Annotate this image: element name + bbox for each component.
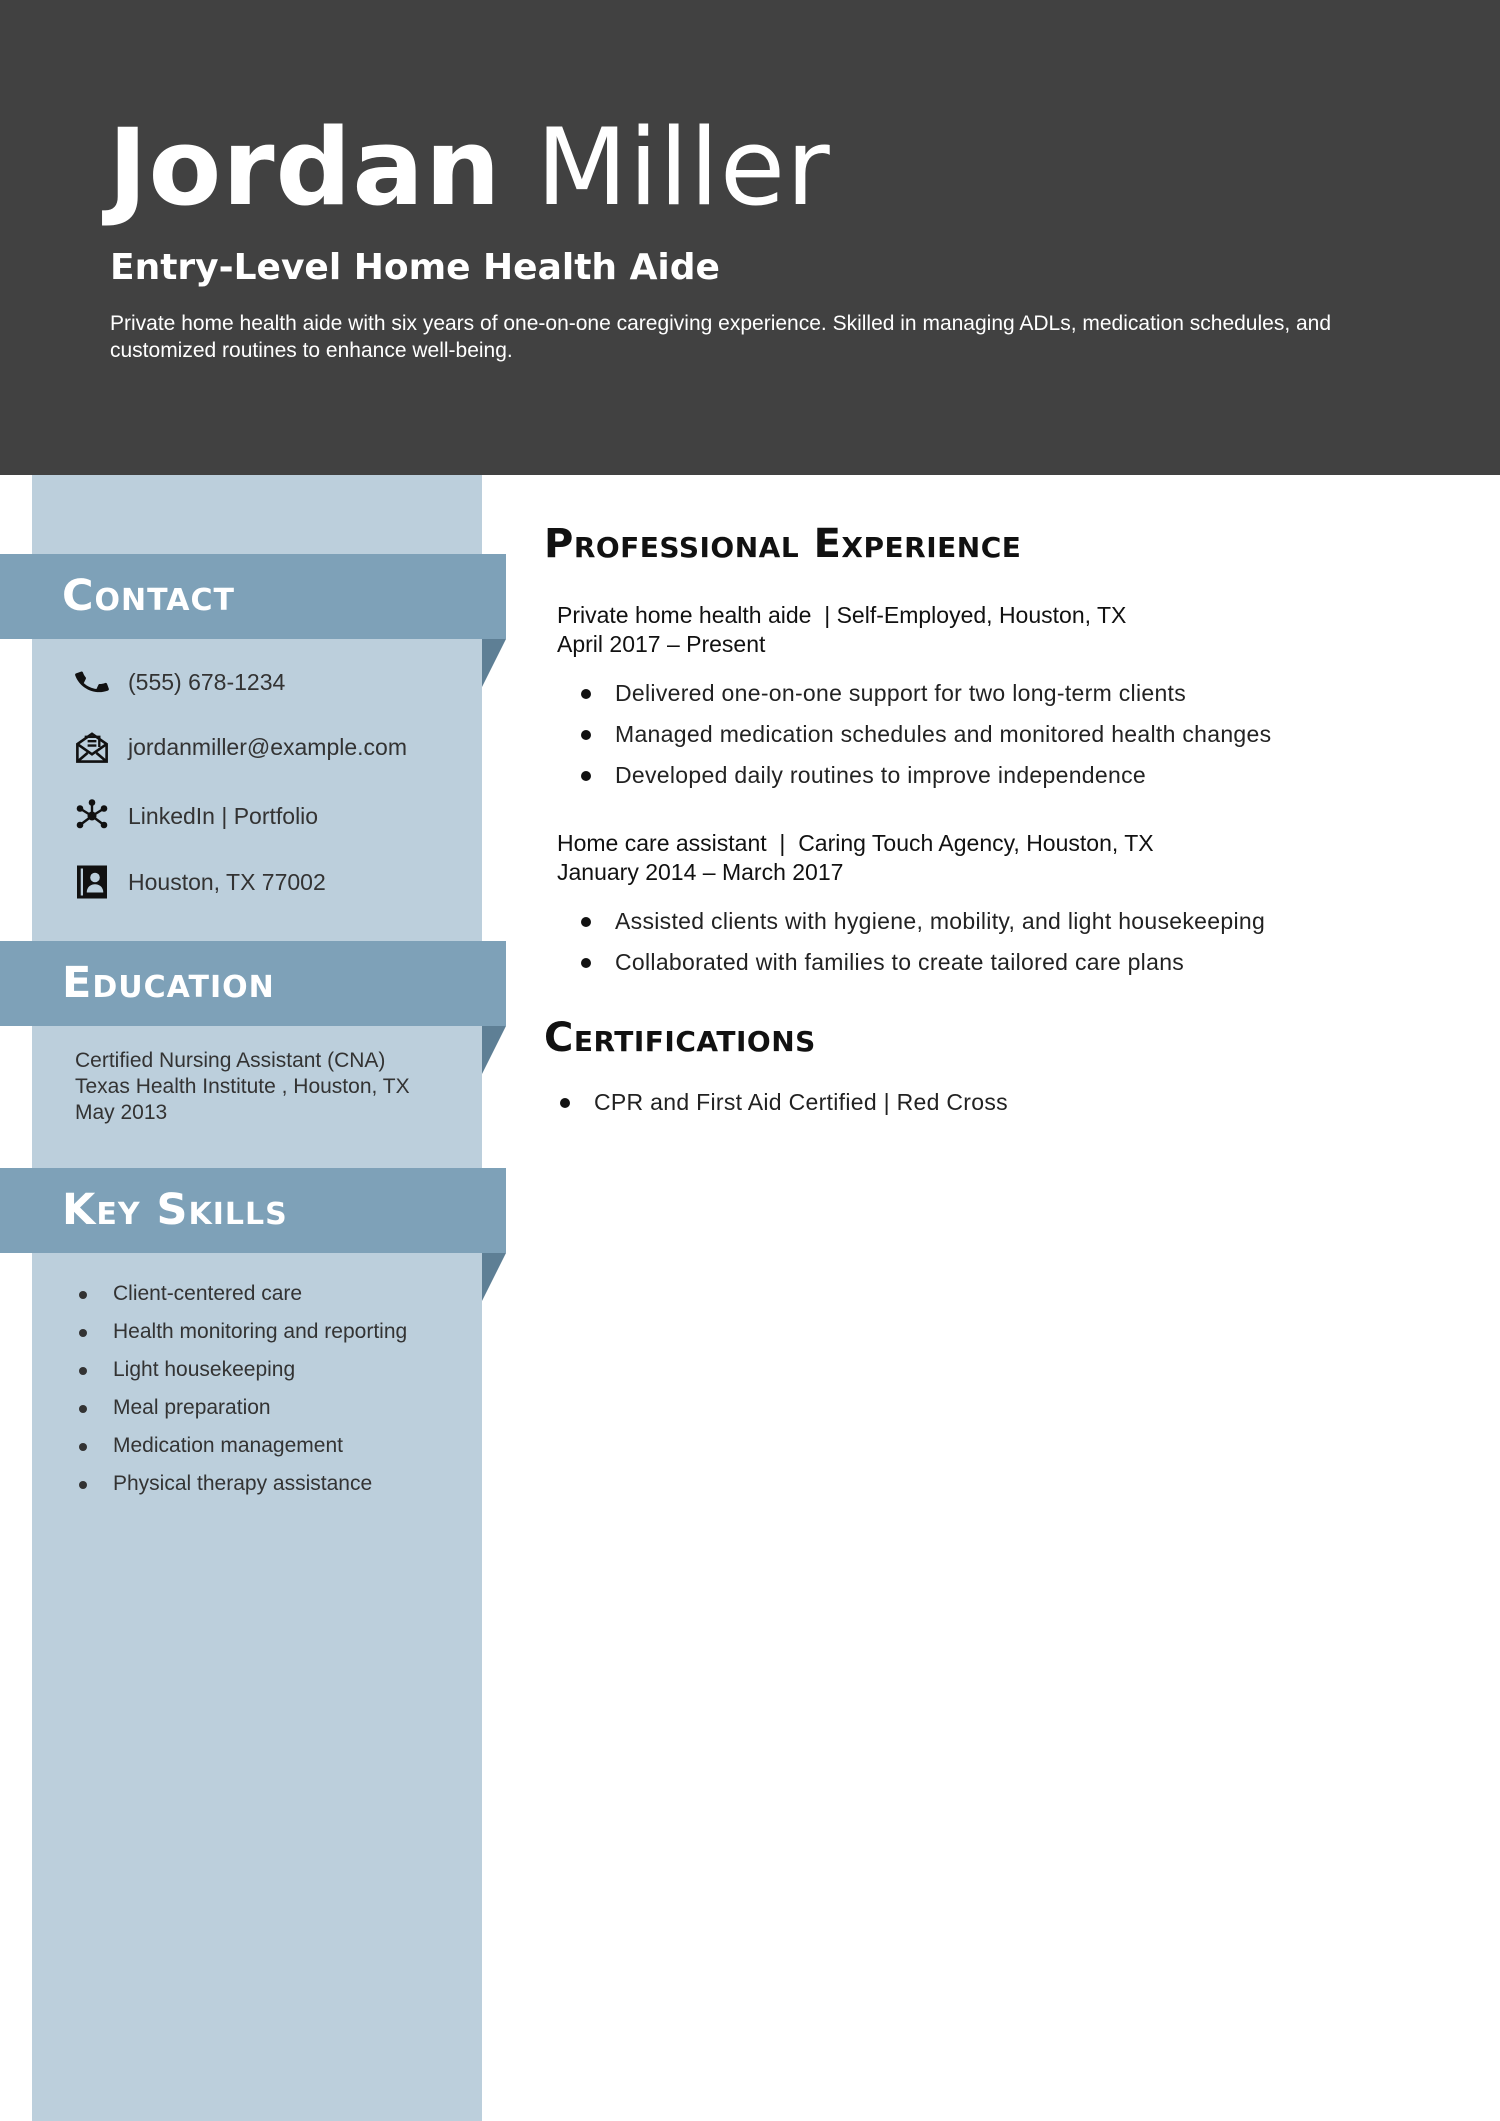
phone-number: (555) 678-1234 [128,668,286,695]
email-address: jordanmiller@example.com [128,733,407,760]
education-school: Texas Health Institute , Houston, TX [75,1075,410,1098]
list-item: Client-centered care [75,1275,407,1313]
list-item: Managed medication schedules and monitored health changes [557,714,1271,755]
job-bullets [557,901,1265,983]
skills-list [75,1275,407,1503]
education-date: May 2013 [75,1101,168,1124]
summary: Private home health aide with six years of one-on-one caregiving experience. Skilled in managing ADLs, medication schedules, and customized routines to enhance well-being. [110,312,1332,362]
contact-links[interactable] [72,792,318,840]
job-company: Caring Touch Agency, Houston, TX [798,830,1154,856]
envelope-icon [72,727,112,767]
last-name: Miller [536,106,831,229]
job-dates: January 2014 – March 2017 [557,859,844,885]
education-degree: Certified Nursing Assistant (CNA) [75,1049,386,1072]
header-banner [0,0,1500,475]
phone-icon [72,662,112,702]
location-text: Houston, TX 77002 [128,868,326,895]
contact-email[interactable] [72,723,407,771]
job-title-company: Private home health aide | Self-Employed, Houston, TX [557,602,1127,628]
first-name: Jordan [108,106,502,229]
list-item: Developed daily routines to improve independence [557,755,1271,796]
contact-location[interactable] [72,858,326,906]
contact-header [0,554,506,639]
education-band-fold [482,1026,506,1074]
address-book-icon [72,862,112,902]
skills-band-fold [482,1253,506,1301]
contact-band-fold [482,639,506,687]
contact-heading: Contact [62,571,236,621]
job-dates: April 2017 – Present [557,631,766,657]
skills-heading: Key Skills [62,1185,288,1235]
candidate-name [108,108,831,228]
list-item: Meal preparation [75,1389,407,1427]
job-entry-2 [557,829,1265,983]
list-item: CPR and First Aid Certified | Red Cross [544,1082,1008,1122]
job-title: Private home health aide [557,602,812,628]
links-text: LinkedIn | Portfolio [128,802,319,829]
job-bullets [557,673,1271,796]
list-item: Delivered one-on-one support for two long-term clients [557,673,1271,714]
certifications-heading: Certifications [544,1015,816,1061]
list-item: Light housekeeping [75,1351,407,1389]
network-icon [72,796,112,836]
job-title: Entry-Level Home Health Aide [110,247,720,288]
certifications-list [544,1082,1008,1122]
job-title-company: Home care assistant | Caring Touch Agency, Houston, TX [557,830,1154,856]
education-entry [75,1048,410,1126]
list-item: Collaborated with families to create tailored care plans [557,942,1265,983]
education-header [0,941,506,1026]
list-item: Physical therapy assistance [75,1465,407,1503]
job-company: Self-Employed, Houston, TX [836,602,1127,628]
education-heading: Education [62,958,275,1008]
list-item: Assisted clients with hygiene, mobility, and light housekeeping [557,901,1265,942]
experience-heading: Professional Experience [544,521,1022,567]
skills-header [0,1168,506,1253]
job-title: Home care assistant [557,830,767,856]
job-entry-1 [557,601,1271,796]
contact-phone[interactable] [72,658,285,706]
list-item: Medication management [75,1427,407,1465]
list-item: Health monitoring and reporting [75,1313,407,1351]
